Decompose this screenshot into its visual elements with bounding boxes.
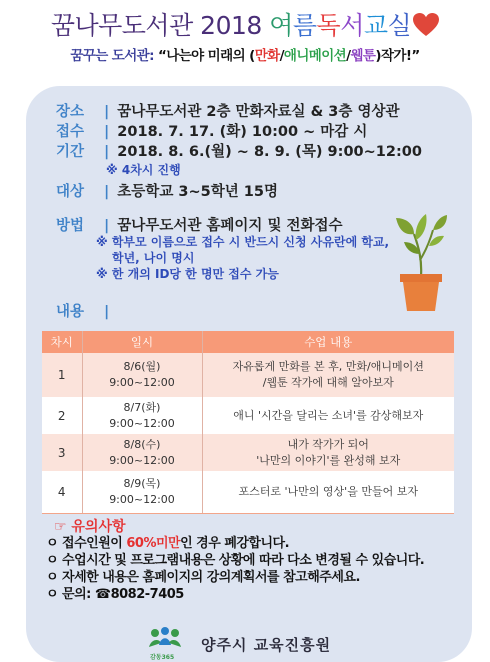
- bullet: ㅇ: [46, 536, 59, 551]
- method-note-2: 학년, 나이 명시: [112, 251, 195, 265]
- session-content-line-1: 자유롭게 만화를 본 후, 만화/애니메이션: [232, 360, 424, 373]
- notice-heading: ☞ 유의사항: [54, 519, 126, 535]
- session-content: [202, 471, 454, 514]
- subtitle-close: )작가!”: [375, 48, 420, 64]
- header-content: 수업 내용: [202, 331, 454, 353]
- session-content-line-2: '나만의 이야기'를 완성해 보자: [256, 453, 401, 467]
- org-logo-icon: [145, 627, 185, 653]
- place-value: 꿈나무도서관 2층 만화자료실 & 3층 영상관: [117, 104, 400, 120]
- session-content-line-1: 포스터로 '나만의 영상'을 만들어 보자: [238, 485, 418, 498]
- contact-phone: ☎8082-7405: [94, 587, 184, 602]
- info-row-place: [56, 100, 399, 121]
- table-row: [42, 434, 454, 471]
- info-row-apply: [56, 120, 367, 141]
- notice-text: 자세한 내용은 홈페이지의 강의계획서를 참고해주세요.: [62, 570, 360, 585]
- subtitle-manhwa: 만화: [254, 48, 280, 64]
- bullet: ㅇ: [46, 587, 59, 602]
- subtitle: [0, 44, 490, 64]
- separator: |: [104, 124, 110, 140]
- potted-plant-icon: [392, 210, 448, 312]
- separator: |: [104, 304, 110, 320]
- session-time: 9:00~12:00: [109, 416, 175, 430]
- organization-name: 양주시 교육진흥원: [201, 636, 332, 654]
- content-label: 내용: [56, 304, 85, 320]
- session-time: 9:00~12:00: [109, 493, 175, 506]
- info-row-method: [56, 214, 343, 235]
- title-char-1: 여: [269, 11, 293, 40]
- subtitle-open: “나는야 미래의 (: [153, 48, 255, 64]
- title-char-3: 독: [316, 11, 341, 40]
- header-datetime: 일시: [82, 331, 202, 353]
- notice-item: [46, 586, 424, 603]
- heart-icon: [413, 13, 439, 37]
- logo-text: 감동365: [150, 654, 175, 661]
- title-char-2: 름: [292, 11, 317, 40]
- notice-item: [46, 552, 424, 569]
- session-content: [202, 353, 454, 397]
- method-note-3: ※ 한 개의 ID당 한 명만 접수 가능: [96, 267, 279, 281]
- session-content-line-1: 애니 '시간을 달리는 소녀'를 감상해보자: [233, 408, 424, 422]
- table-header-row: [42, 331, 454, 353]
- session-datetime: [82, 434, 202, 471]
- method-label: 방법: [56, 218, 85, 234]
- table-row: [42, 471, 454, 514]
- session-datetime: [82, 353, 202, 397]
- session-date: 8/6(월): [123, 360, 161, 373]
- schedule-table: [42, 331, 454, 514]
- method-note-1: ※ 학부모 이름으로 접수 시 반드시 신청 사유란에 학교,: [96, 235, 390, 249]
- notice-text: 인 경우 폐강합니다.: [180, 536, 290, 551]
- session-number: 1: [42, 353, 82, 397]
- session-time: 9:00~12:00: [109, 453, 175, 467]
- notice-text: 접수인원이: [62, 536, 127, 551]
- bullet: ㅇ: [46, 553, 59, 568]
- period-note: ※ 4차시 진행: [106, 163, 181, 177]
- notice-text: 문의:: [62, 587, 95, 602]
- method-value: 꿈나무도서관 홈페이지 및 전화접수: [117, 218, 343, 234]
- target-label: 대상: [56, 184, 85, 200]
- title-main: 꿈나무도서관 2018: [50, 11, 270, 40]
- subtitle-animation: 애니메이션: [283, 48, 347, 64]
- notice-item: [46, 569, 424, 586]
- bullet: ㅇ: [46, 570, 59, 585]
- info-row-target: [56, 180, 278, 201]
- separator: |: [104, 184, 110, 200]
- notice-text: 수업시간 및 프로그램내용은 상황에 따라 다소 변경될 수 있습니다.: [62, 553, 425, 568]
- session-content: [202, 397, 454, 434]
- subtitle-slash-2: /: [346, 48, 351, 64]
- place-label: 장소: [56, 104, 85, 120]
- apply-value: 2018. 7. 17. (화) 10:00 ~ 마감 시: [117, 124, 368, 140]
- title-char-6: 실: [387, 11, 412, 40]
- separator: |: [104, 104, 110, 120]
- subtitle-webtoon: 웹툰: [350, 48, 376, 64]
- session-time: 9:00~12:00: [109, 376, 175, 389]
- subtitle-lead: 꿈꾸는 도서관:: [70, 48, 154, 64]
- apply-label: 접수: [56, 124, 85, 140]
- session-content-line-1: 내가 작가가 되어: [287, 437, 369, 451]
- table-row: [42, 353, 454, 397]
- info-row-content: [56, 300, 117, 321]
- session-date: 8/9(목): [123, 477, 161, 490]
- target-value: 초등학교 3~5학년 15명: [117, 184, 278, 200]
- title-char-4: 서: [340, 11, 364, 40]
- subtitle-slash-1: /: [279, 48, 284, 64]
- page-title: [0, 6, 490, 42]
- session-date: 8/8(수): [123, 437, 161, 451]
- notice-highlight: 60%미만: [126, 536, 181, 551]
- table-row: [42, 397, 454, 434]
- header-session: 차시: [42, 331, 82, 353]
- session-number: 2: [42, 397, 82, 434]
- session-number: 3: [42, 434, 82, 471]
- separator: |: [104, 218, 110, 234]
- session-number: 4: [42, 471, 82, 514]
- period-label: 기간: [56, 144, 85, 160]
- session-datetime: [82, 397, 202, 434]
- notice-list: [46, 535, 424, 603]
- session-datetime: [82, 471, 202, 514]
- period-value: 2018. 8. 6.(월) ~ 8. 9. (목) 9:00~12:00: [117, 144, 422, 160]
- session-content-line-2: /웹툰 작가에 대해 알아보자: [262, 376, 394, 389]
- session-date: 8/7(화): [123, 400, 161, 414]
- notice-item: [46, 535, 424, 552]
- info-row-period: [56, 140, 422, 161]
- title-char-5: 교: [363, 11, 388, 40]
- separator: |: [104, 144, 110, 160]
- session-content: [202, 434, 454, 471]
